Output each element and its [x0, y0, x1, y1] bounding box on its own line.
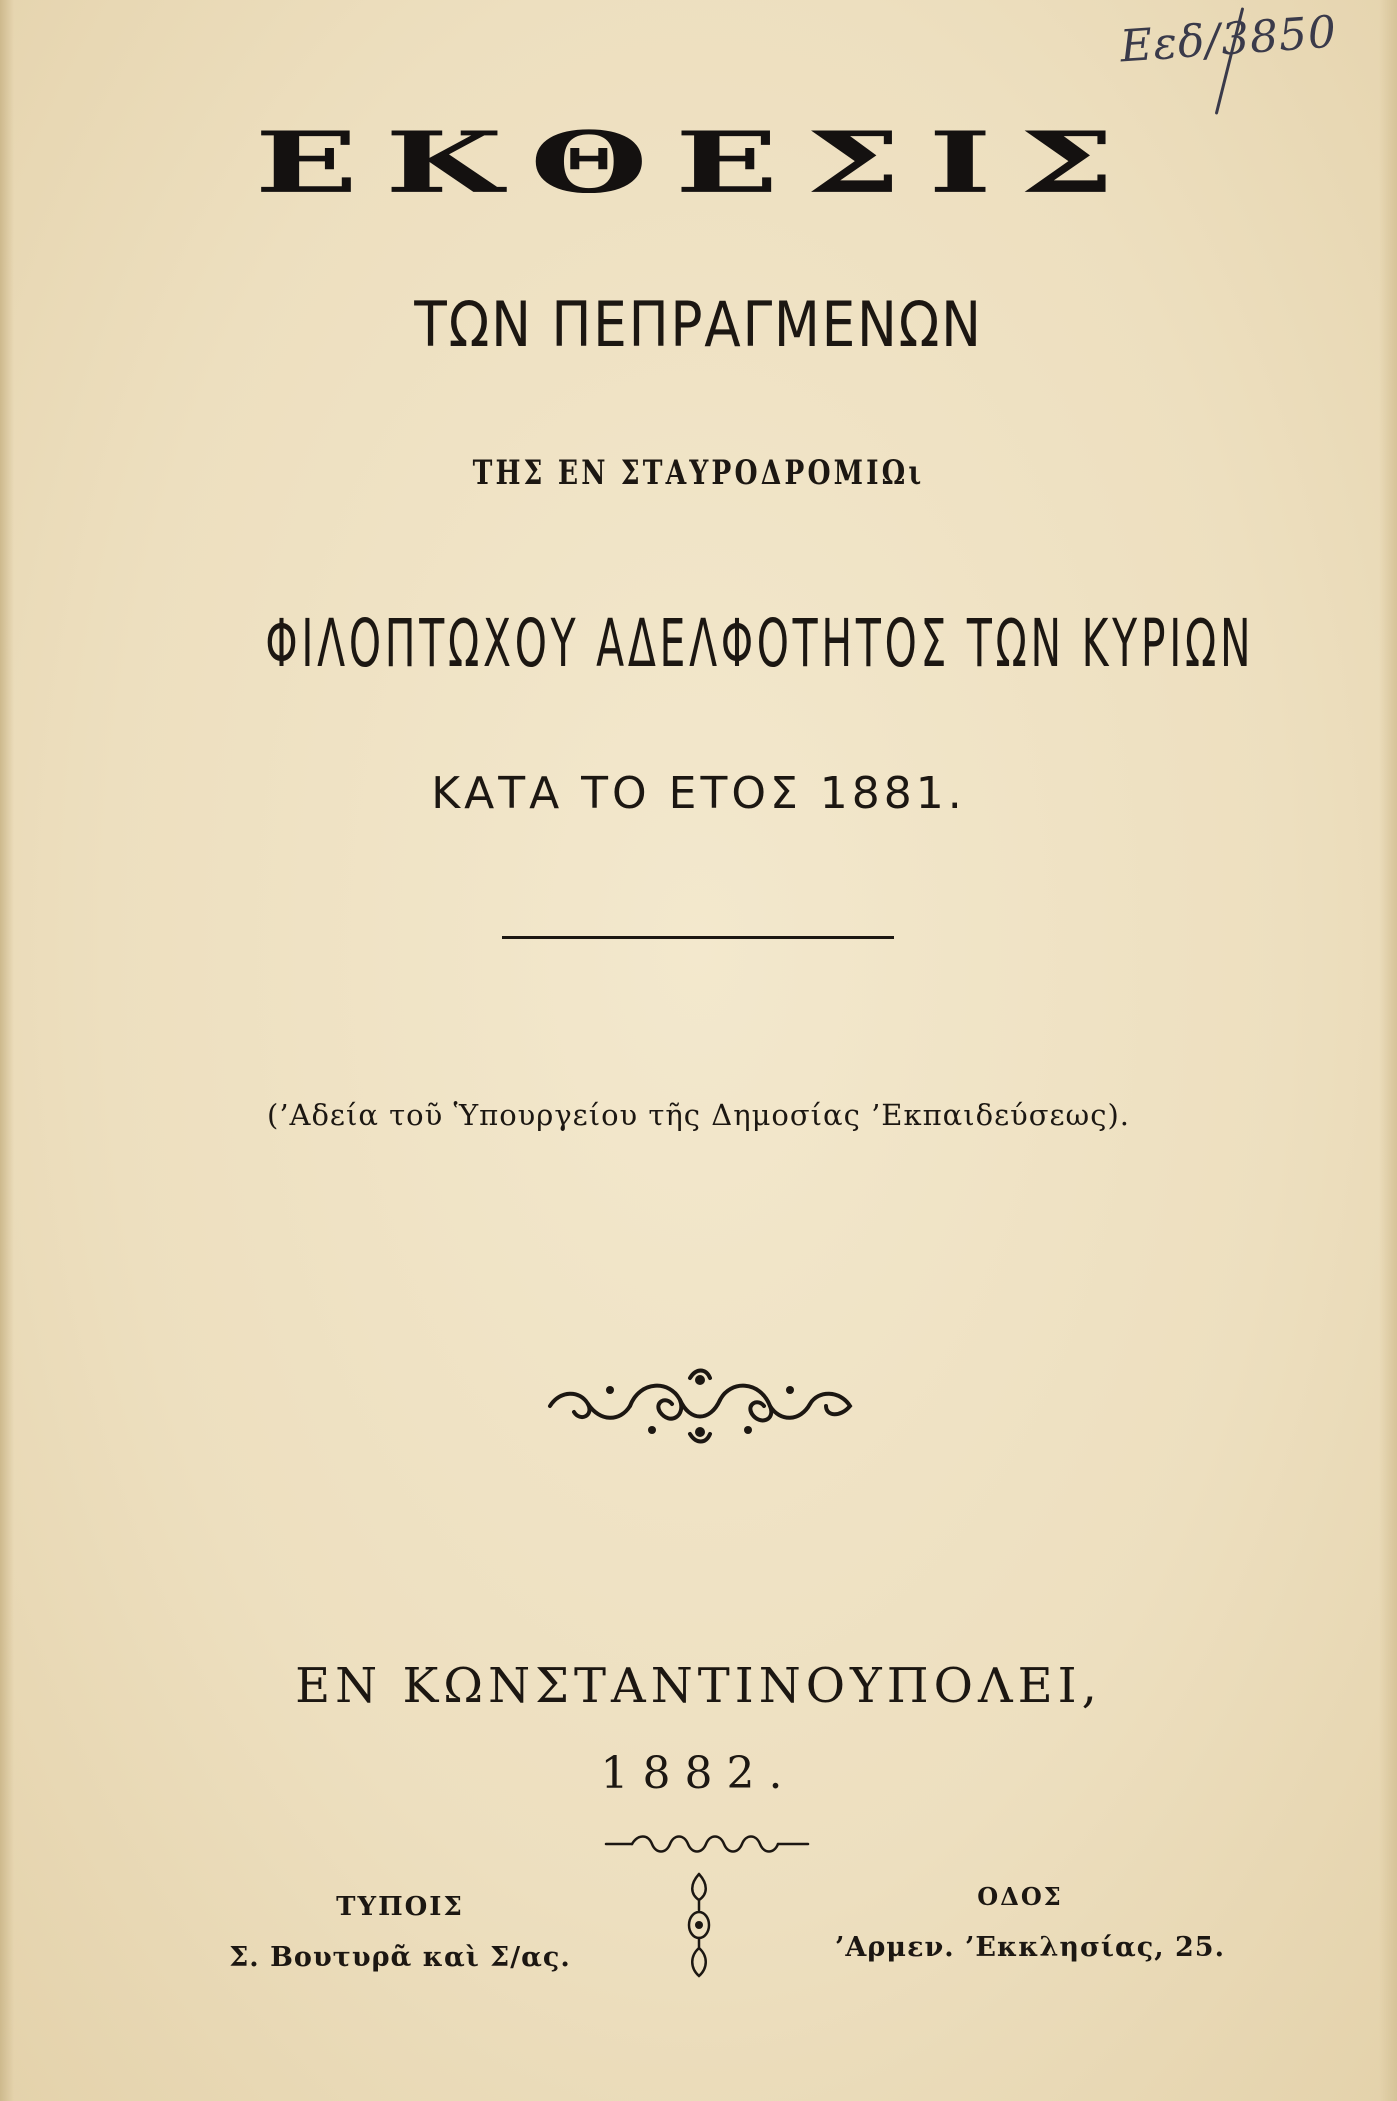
year-of-report: ΚΑΤΑ ΤΟ ΕΤΟΣ 1881. [431, 768, 966, 819]
permission-note: (’Αδεία τοῦ Ὑπουργείου τῆς Δημοσίας ’Εκπαιδεύσεως). [267, 1098, 1130, 1132]
small-ornament-icon [602, 1832, 812, 1856]
floral-ornament-icon [540, 1360, 860, 1450]
publication-year: 1882. [600, 1748, 797, 1799]
printer-label: ΤΥΠΟΙΣ [336, 1892, 464, 1922]
society-name: ΦΙΛΟΠΤΩΧΟΥ ΑΔΕΛΦΟΤΗΤΟΣ ΤΩΝ ΚΥΡΙΩΝ [265, 605, 1255, 682]
place-of-publication: ΕΝ ΚΩΝΣΤΑΝΤΙΝΟΥΠΟΛΕΙ, [295, 1658, 1102, 1714]
street-address: ’Αρμεν. ’Εκκλησίας, 25. [835, 1932, 1225, 1963]
printer-name: Σ. Βουτυρᾶ καὶ Σ/ας. [229, 1942, 571, 1973]
main-title: ΕΚΘΕΣΙΣ [254, 113, 1143, 213]
handwritten-shelfmark: Εεδ/3850 [1118, 6, 1339, 73]
subtitle: ΤΩΝ ΠΕΠΡΑΓΜΕΝΩΝ [414, 288, 983, 361]
horizontal-rule [502, 936, 894, 939]
street-label: ΟΔΟΣ [977, 1882, 1063, 1911]
location-line: ΤΗΣ ΕΝ ΣΤΑΥΡΟΔΡΟΜΙΩι [472, 453, 925, 493]
vertical-ornament-icon [684, 1870, 714, 1980]
